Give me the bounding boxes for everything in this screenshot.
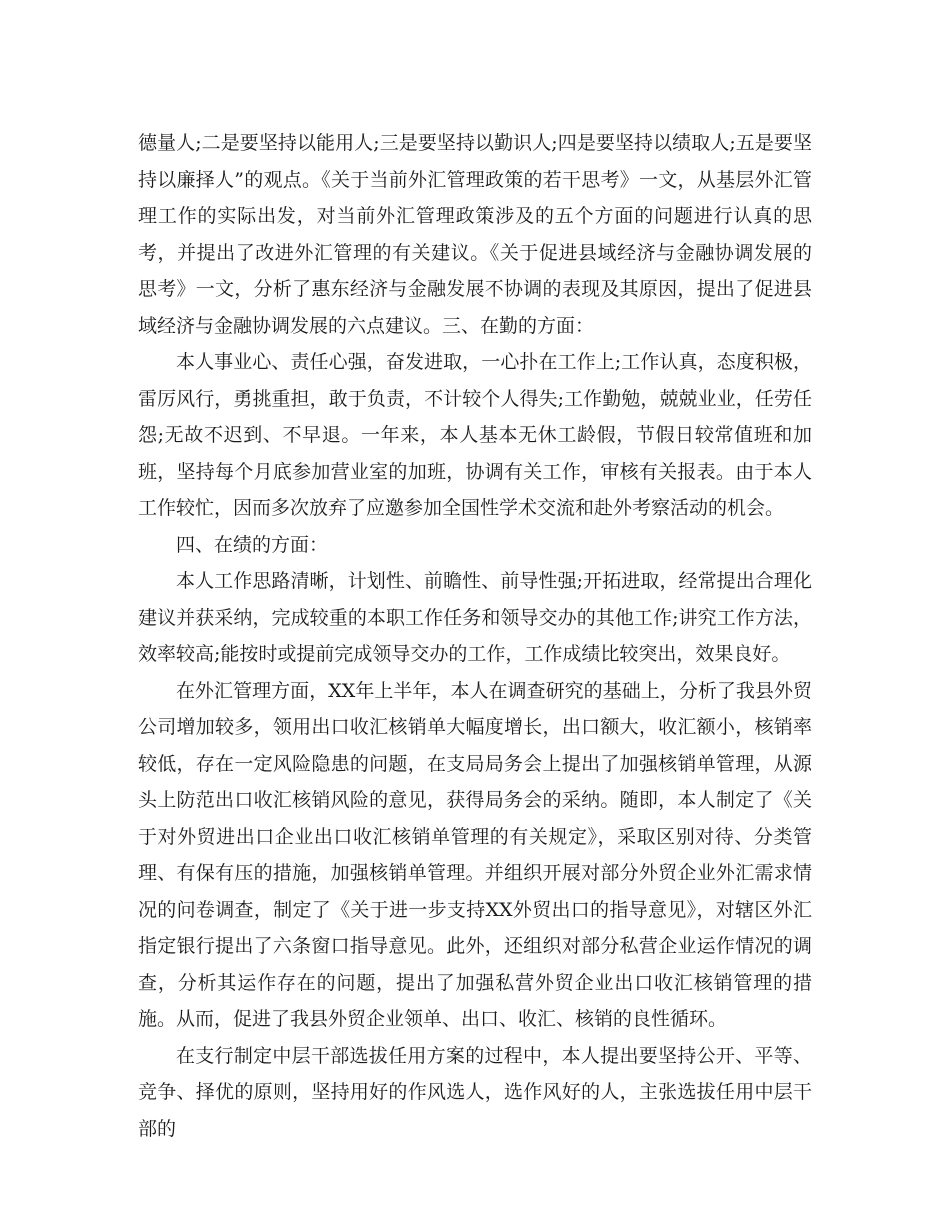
document-body — [138, 125, 812, 1147]
paragraph-2: 本人事业心、责任心强，奋发进取，一心扑在工作上;工作认真，态度积极，雷厉风行，勇挑重担，敢于负责，不计较个人得失;工作勤勉，兢兢业业，任劳任怨;无故不迟到、不早退。一年来，本人基本无休工龄假，节假日较常值班和加班，坚持每个月底参加营业室的加班，协调有关工作，审核有关报表。由于本人工作较忙，因而多次放弃了应邀参加全国性学术交流和赴外考察活动的机会。 — [138, 351, 812, 519]
paragraph-6: 在支行制定中层干部选拔任用方案的过程中，本人提出要坚持公开、平等、竞争、择优的原则，坚持用好的作风选人，选作风好的人，主张选拔任用中层干部的 — [138, 1044, 812, 1140]
paragraph-5: 在外汇管理方面，XX年上半年，本人在调查研究的基础上，分析了我县外贸公司增加较多，领用出口收汇核销单大幅度增长，出口额大，收汇额小，核销率较低，存在一定风险隐患的问题，在支局局务会上提出了加强核销单管理，从源头上防范出口收汇核销风险的意见，获得局务会的采纳。随即，本人制定了《关于对外贸进出口企业出口收汇核销单管理的有关规定》，采取区别对待、分类管理、有保有压的措施，加强核销单管理。并组织开展对部分外贸企业外汇需求情况的问卷调查，制定了《关于进一步支持XX外贸出口的指导意见》，对辖区外汇指定银行提出了六条窗口指导意见。此外，还组织对部分私营企业运作情况的调查，分析其运作存在的问题，提出了加强私营外贸企业出口收汇核销管理的措施。从而，促进了我县外贸企业领单、出口、收汇、核销的良性循环。 — [138, 679, 812, 1030]
paragraph-3-heading: 四、在绩的方面： — [176, 533, 329, 556]
paragraph-1: 德量人;二是要坚持以能用人;三是要坚持以勤识人;四是要坚持以绩取人;五是要坚持以廉择人”的观点。《关于当前外汇管理政策的若干思考》一文，从基层外汇管理工作的实际出发，对当前外汇管理政策涉及的五个方面的问题进行认真的思考，并提出了改进外汇管理的有关建议。《关于促进县域经济与金融协调发展的思考》一文，分析了惠东经济与金融发展不协调的表现及其原因，提出了促进县域经济与金融协调发展的六点建议。三、在勤的方面： — [138, 132, 812, 337]
paragraph-4: 本人工作思路清晰，计划性、前瞻性、前导性强;开拓进取，经常提出合理化建议并获采纳，完成较重的本职工作任务和领导交办的其他工作;讲究工作方法，效率较高;能按时或提前完成领导交办的工作，工作成绩比较突出，效果良好。 — [138, 570, 812, 665]
